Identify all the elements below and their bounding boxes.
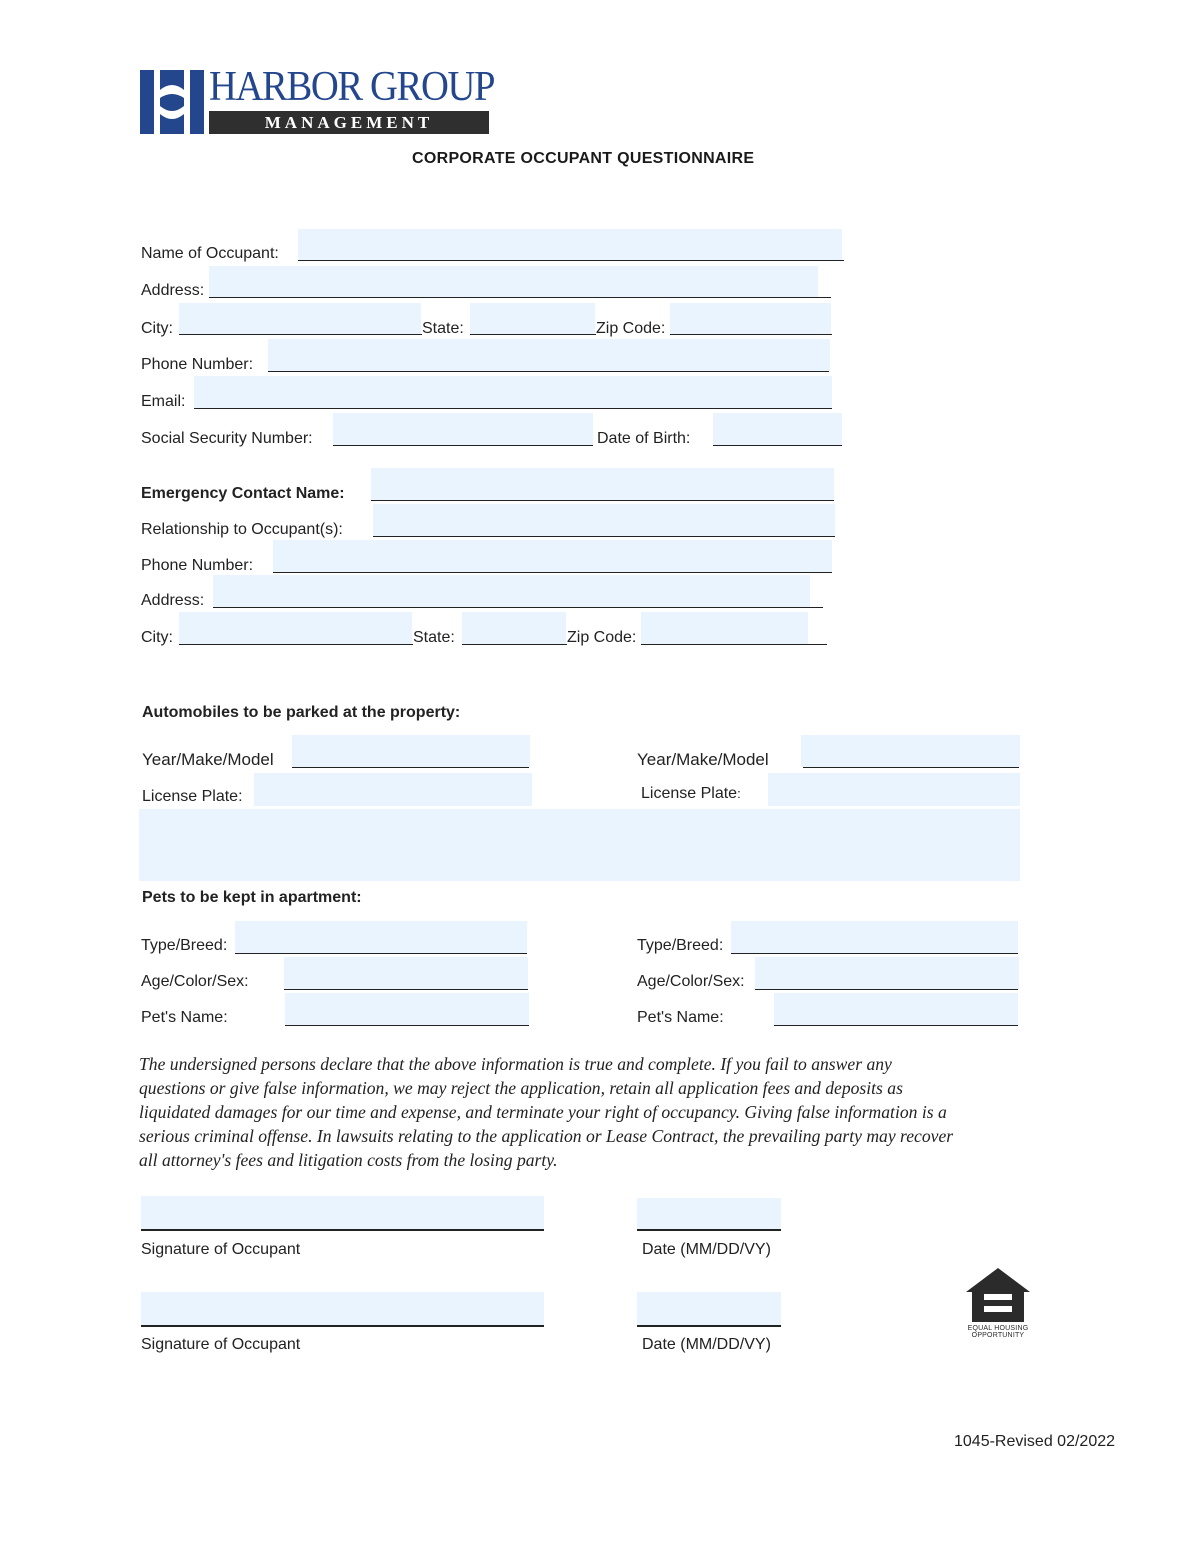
pet1-age-underline xyxy=(284,989,528,990)
occupant-zip-label: Zip Code: xyxy=(596,320,666,337)
vehicle2-plate-label-text: License Plate xyxy=(641,785,738,802)
date-2-label: Date (MM/DD/VY) xyxy=(642,1336,771,1353)
equal-housing-logo xyxy=(962,1266,1034,1340)
pet2-age-underline xyxy=(755,989,1018,990)
occupant-dob-underline xyxy=(713,445,842,446)
pet2-name-label: Pet's Name: xyxy=(637,1009,724,1026)
emergency-address-label: Address: xyxy=(141,592,205,609)
occupant-email-underline xyxy=(194,408,832,409)
equal-housing-text-line1: EQUAL HOUSING xyxy=(967,1325,1029,1332)
vehicle1-plate-field[interactable] xyxy=(254,773,532,806)
declaration-line-1: The undersigned persons declare that the above information is true and complete. If you fail to answer any xyxy=(139,1054,892,1074)
vehicle2-plate-label-colon: : xyxy=(737,786,741,801)
emergency-relationship-field[interactable] xyxy=(373,504,835,536)
emergency-state-label: State: xyxy=(413,629,455,646)
emergency-name-underline xyxy=(371,500,834,501)
pet1-name-label: Pet's Name: xyxy=(141,1009,228,1026)
signature-2-label: Signature of Occupant xyxy=(141,1336,301,1353)
emergency-phone-field[interactable] xyxy=(273,540,832,572)
occupant-name-label: Name of Occupant: xyxy=(141,245,279,262)
emergency-city-underline xyxy=(179,644,413,645)
pet2-type-underline xyxy=(731,953,1018,954)
pet2-age-label: Age/Color/Sex: xyxy=(637,973,745,990)
equal-housing-text-line2: OPPORTUNITY xyxy=(971,1332,1025,1339)
declaration-line-3: liquidated damages for our time and expense, and terminate your right of occupancy. Giving false information is a xyxy=(139,1102,947,1122)
signature-1-field[interactable] xyxy=(141,1196,544,1229)
pet1-age-field[interactable] xyxy=(284,957,528,989)
emergency-address-field[interactable] xyxy=(213,575,810,607)
occupant-email-field[interactable] xyxy=(194,376,832,408)
emergency-state-field[interactable] xyxy=(462,612,566,644)
occupant-name-field[interactable] xyxy=(298,229,842,261)
pet2-type-label: Type/Breed: xyxy=(637,937,724,954)
equal-housing-house-icon xyxy=(964,1266,1032,1324)
logo-name: HARBOR GROUP xyxy=(209,64,495,110)
occupant-zip-field[interactable] xyxy=(670,303,831,335)
occupant-city-field[interactable] xyxy=(179,303,421,335)
emergency-city-field[interactable] xyxy=(179,612,412,644)
declaration-line-5: all attorney's fees and litigation costs from the losing party. xyxy=(139,1150,558,1170)
occupant-state-label: State: xyxy=(422,320,464,337)
emergency-phone-label: Phone Number: xyxy=(141,557,254,574)
pet1-name-field[interactable] xyxy=(285,993,529,1025)
pets-heading: Pets to be kept in apartment: xyxy=(142,889,362,906)
vehicle1-ymm-label: Year/Make/Model xyxy=(142,750,274,769)
occupant-zip-underline xyxy=(670,334,832,335)
date-1-label: Date (MM/DD/VY) xyxy=(642,1241,771,1258)
date-1-field[interactable] xyxy=(637,1198,781,1229)
date-2-field[interactable] xyxy=(637,1292,781,1325)
date-2-underline xyxy=(637,1325,781,1327)
emergency-zip-label: Zip Code: xyxy=(567,629,637,646)
pet1-age-label: Age/Color/Sex: xyxy=(141,973,249,990)
occupant-email-label: Email: xyxy=(141,393,186,410)
company-logo xyxy=(140,64,495,136)
emergency-phone-underline xyxy=(273,572,832,573)
pet1-type-field[interactable] xyxy=(235,921,527,953)
equal-housing-text xyxy=(962,1325,1034,1339)
emergency-relationship-label: Relationship to Occupant(s): xyxy=(141,521,343,538)
date-1-underline xyxy=(637,1229,781,1231)
occupant-dob-field[interactable] xyxy=(713,413,842,445)
occupant-name-underline xyxy=(298,260,844,261)
emergency-name-field[interactable] xyxy=(371,468,834,500)
logo-mark-icon xyxy=(140,70,204,134)
automobiles-notes-field[interactable] xyxy=(139,809,1020,881)
automobiles-heading: Automobiles to be parked at the property: xyxy=(142,704,461,721)
vehicle2-plate-label xyxy=(641,784,741,804)
logo-sub-text: MANAGEMENT xyxy=(264,113,434,132)
vehicle2-ymm-underline xyxy=(803,767,1019,768)
page-title: CORPORATE OCCUPANT QUESTIONNAIRE xyxy=(412,150,755,167)
vehicle1-plate-label: License Plate: xyxy=(142,788,243,805)
form-revision-code: 1045-Revised 02/2022 xyxy=(954,1433,1116,1450)
occupant-state-field[interactable] xyxy=(470,303,595,335)
vehicle2-ymm-label: Year/Make/Model xyxy=(637,750,769,769)
emergency-zip-underline xyxy=(641,644,827,645)
declaration-line-2: questions or give false information, we may reject the application, retain all application fees and deposits as xyxy=(139,1078,903,1098)
pet2-name-field[interactable] xyxy=(774,993,1018,1025)
occupant-address-underline xyxy=(209,297,831,298)
emergency-zip-field[interactable] xyxy=(641,612,808,644)
emergency-name-label: Emergency Contact Name: xyxy=(141,485,345,502)
pet1-name-underline xyxy=(285,1025,529,1026)
vehicle1-ymm-underline xyxy=(292,767,529,768)
occupant-state-underline xyxy=(470,334,596,335)
vehicle1-ymm-field[interactable] xyxy=(292,735,530,767)
occupant-ssn-label: Social Security Number: xyxy=(141,430,313,447)
logo-sub-bar xyxy=(209,111,489,134)
emergency-city-label: City: xyxy=(141,629,173,646)
declaration-line-4: serious criminal offense. In lawsuits relating to the application or Lease Contract, the prevailing party may recover xyxy=(139,1126,954,1146)
emergency-state-underline xyxy=(462,644,567,645)
occupant-city-underline xyxy=(179,334,422,335)
pet1-type-underline xyxy=(235,953,527,954)
occupant-ssn-underline xyxy=(333,445,593,446)
signature-2-field[interactable] xyxy=(141,1292,544,1325)
pet2-type-field[interactable] xyxy=(731,921,1018,953)
occupant-dob-label: Date of Birth: xyxy=(597,430,691,447)
occupant-phone-underline xyxy=(268,371,829,372)
occupant-city-label: City: xyxy=(141,320,173,337)
occupant-address-label: Address: xyxy=(141,282,205,299)
emergency-relationship-underline xyxy=(373,536,835,537)
pet2-name-underline xyxy=(774,1025,1018,1026)
vehicle2-ymm-field[interactable] xyxy=(801,735,1020,767)
signature-1-label: Signature of Occupant xyxy=(141,1241,301,1258)
emergency-address-underline xyxy=(213,607,823,608)
occupant-address-field[interactable] xyxy=(209,266,818,298)
occupant-phone-field[interactable] xyxy=(268,339,830,371)
declaration-text xyxy=(139,1052,1059,1172)
signature-2-underline xyxy=(141,1325,544,1327)
vehicle2-plate-field[interactable] xyxy=(768,773,1020,806)
signature-1-underline xyxy=(141,1229,544,1231)
pet2-age-field[interactable] xyxy=(755,957,1019,989)
pet1-type-label: Type/Breed: xyxy=(141,937,228,954)
occupant-ssn-field[interactable] xyxy=(333,413,593,445)
occupant-phone-label: Phone Number: xyxy=(141,356,254,373)
